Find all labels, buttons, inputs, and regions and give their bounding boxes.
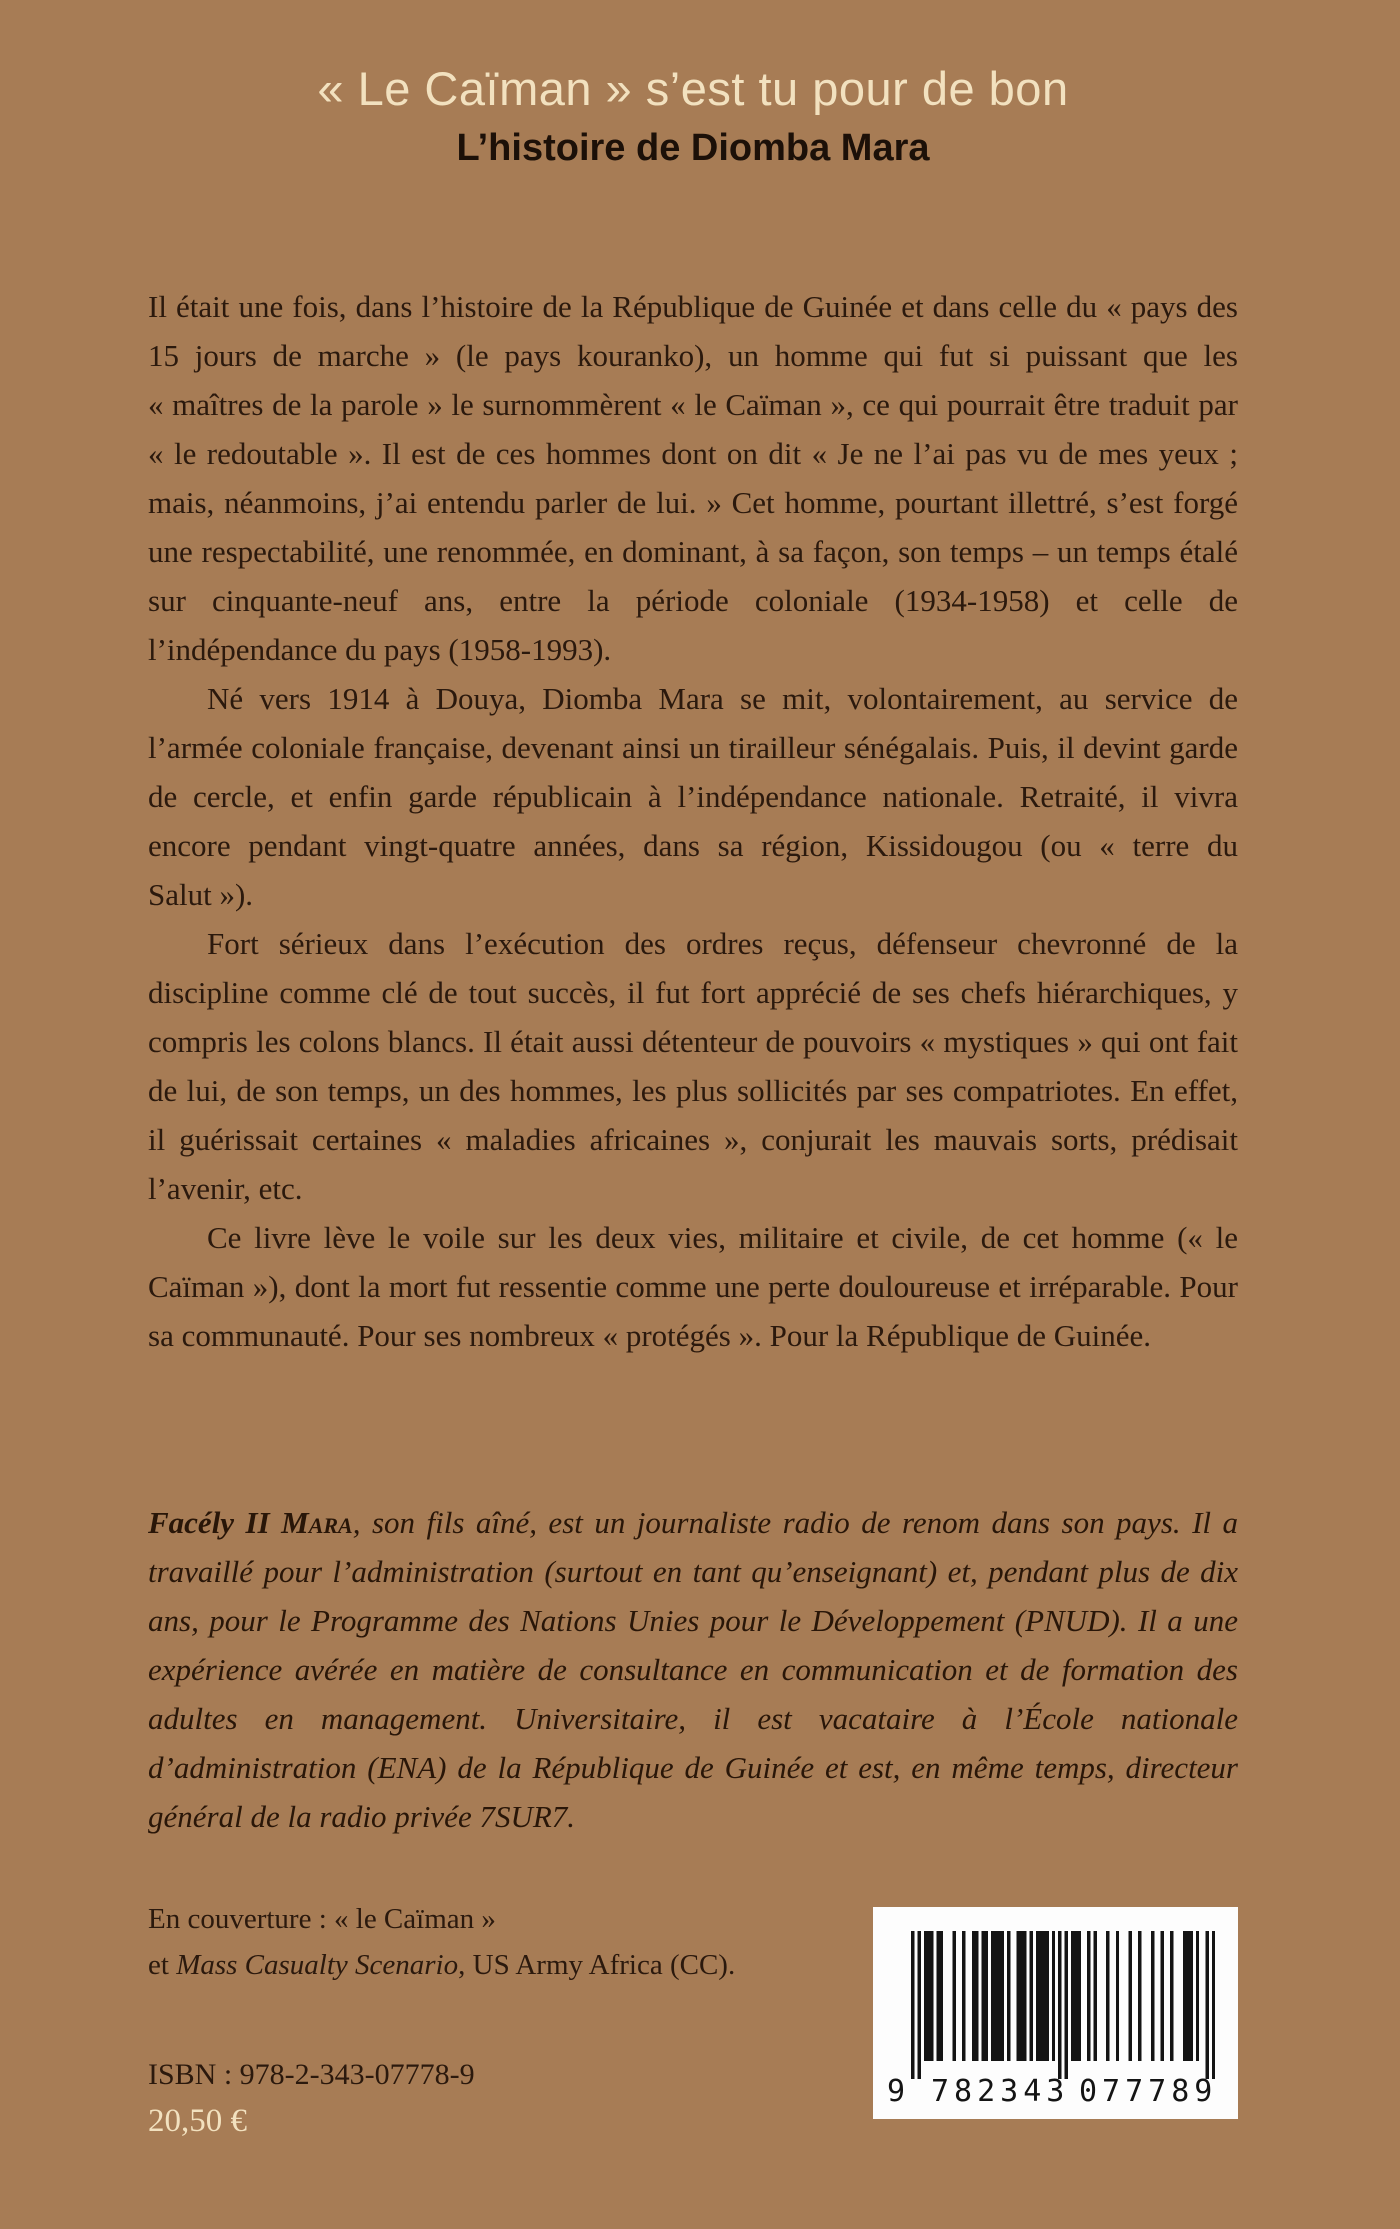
synopsis-paragraph-3: Fort sérieux dans l’exécution des ordres reçus, défenseur chevronné de la discipline comme clé de tout succès, il fut fort apprécié de ses chefs hiérarchiques, y compris les colons blancs. Il était aussi détenteur de pouvoirs « mystiques » qui ont fait de lui, de son temps, un des hommes, les plus sollicités par ses compatriotes. En effet, il guérissait certaines « maladies africaines », conjurait les mauvais sorts, prédisait l’avenir, etc. [148, 926, 1238, 1206]
author-name [148, 1505, 353, 1540]
barcode-graphic [873, 1907, 1238, 2119]
synopsis-paragraph-4: Ce livre lève le voile sur les deux vies, militaire et civile, de cet homme (« le Caïman »), dont la mort fut ressentie comme une perte douloureuse et irréparable. Pour sa communauté. Pour ses nombreux « protégés ». Pour la République de Guinée. [148, 1220, 1238, 1353]
author-bio-paragraph [148, 1498, 1238, 1841]
synopsis [148, 282, 1238, 1360]
barcode-box [873, 1907, 1238, 2119]
book-subtitle: L’histoire de Diomba Mara [456, 127, 930, 170]
cover-credit-work-title: Mass Casualty Scenario [176, 1949, 459, 1981]
author-bio [148, 1498, 1238, 1841]
price-text: 20,50 € [148, 2103, 247, 2139]
author-name-lead: Facély II [148, 1505, 282, 1540]
book-title: « Le Caïman » s’est tu pour de bon [317, 62, 1069, 115]
author-bio-text: , son fils aîné, est un journaliste radio de renom dans son pays. Il a travaillé pour l’administration (surtout en tant qu’enseignant) et, pendant plus de dix ans, pour le Programme des Nations Unies pour le Développement (PNUD). Il a une expérience avérée en matière de consultance en communication et de formation des adultes en management. Universitaire, il est vacataire à l’École nationale d’administration (ENA) de la République de Guinée et est, en même temps, directeur général de la radio privée 7SUR7. [148, 1505, 1239, 1834]
cover-credit-line2 [148, 1942, 848, 1988]
barcode-digits-left: 782343 [931, 2074, 1070, 2109]
synopsis-paragraph-2: Né vers 1914 à Douya, Diomba Mara se mit, volontairement, au service de l’armée coloniale française, devenant ainsi un tirailleur sénégalais. Puis, il devint garde de cercle, et enfin garde républicain à l’indépendance nationale. Retraité, il vivra encore pendant vingt-quatre années, dans sa région, Kissidougou (ou « terre du Salut »). [148, 681, 1238, 912]
cover-credit [148, 1896, 848, 1988]
barcode-digit-lead: 9 [887, 2074, 906, 2109]
cover-credit-line1: En couverture : « le Caïman » [148, 1903, 496, 1935]
cover-credit-line2-suffix: , US Army Africa (CC). [458, 1949, 736, 1981]
barcode-digits-right: 077789 [1079, 2074, 1218, 2109]
isbn-text: ISBN : 978-2-343-07778-9 [148, 2058, 475, 2091]
author-name-caps: Mara [281, 1505, 353, 1540]
header [148, 60, 1238, 172]
synopsis-paragraph-1: Il était une fois, dans l’histoire de la République de Guinée et dans celle du « pays des 15 jours de marche » (le pays kouranko), un homme qui fut si puissant que les « maîtres de la parole » le surnommèrent « le Caïman », ce qui pourrait être traduit par « le redoutable ». Il est de ces hommes dont on dit « Je ne l’ai pas vu de mes yeux ; mais, néanmoins, j’ai entendu parler de lui. » Cet homme, pourtant illettré, s’est forgé une respectabilité, une renommée, en dominant, à sa façon, son temps – un temps étalé sur cinquante-neuf ans, entre la période coloniale (1934-1958) et celle de l’indépendance du pays (1958-1993). [148, 289, 1238, 667]
cover-credit-line2-prefix: et [148, 1949, 177, 1981]
barcode-bars [911, 1931, 1215, 2079]
